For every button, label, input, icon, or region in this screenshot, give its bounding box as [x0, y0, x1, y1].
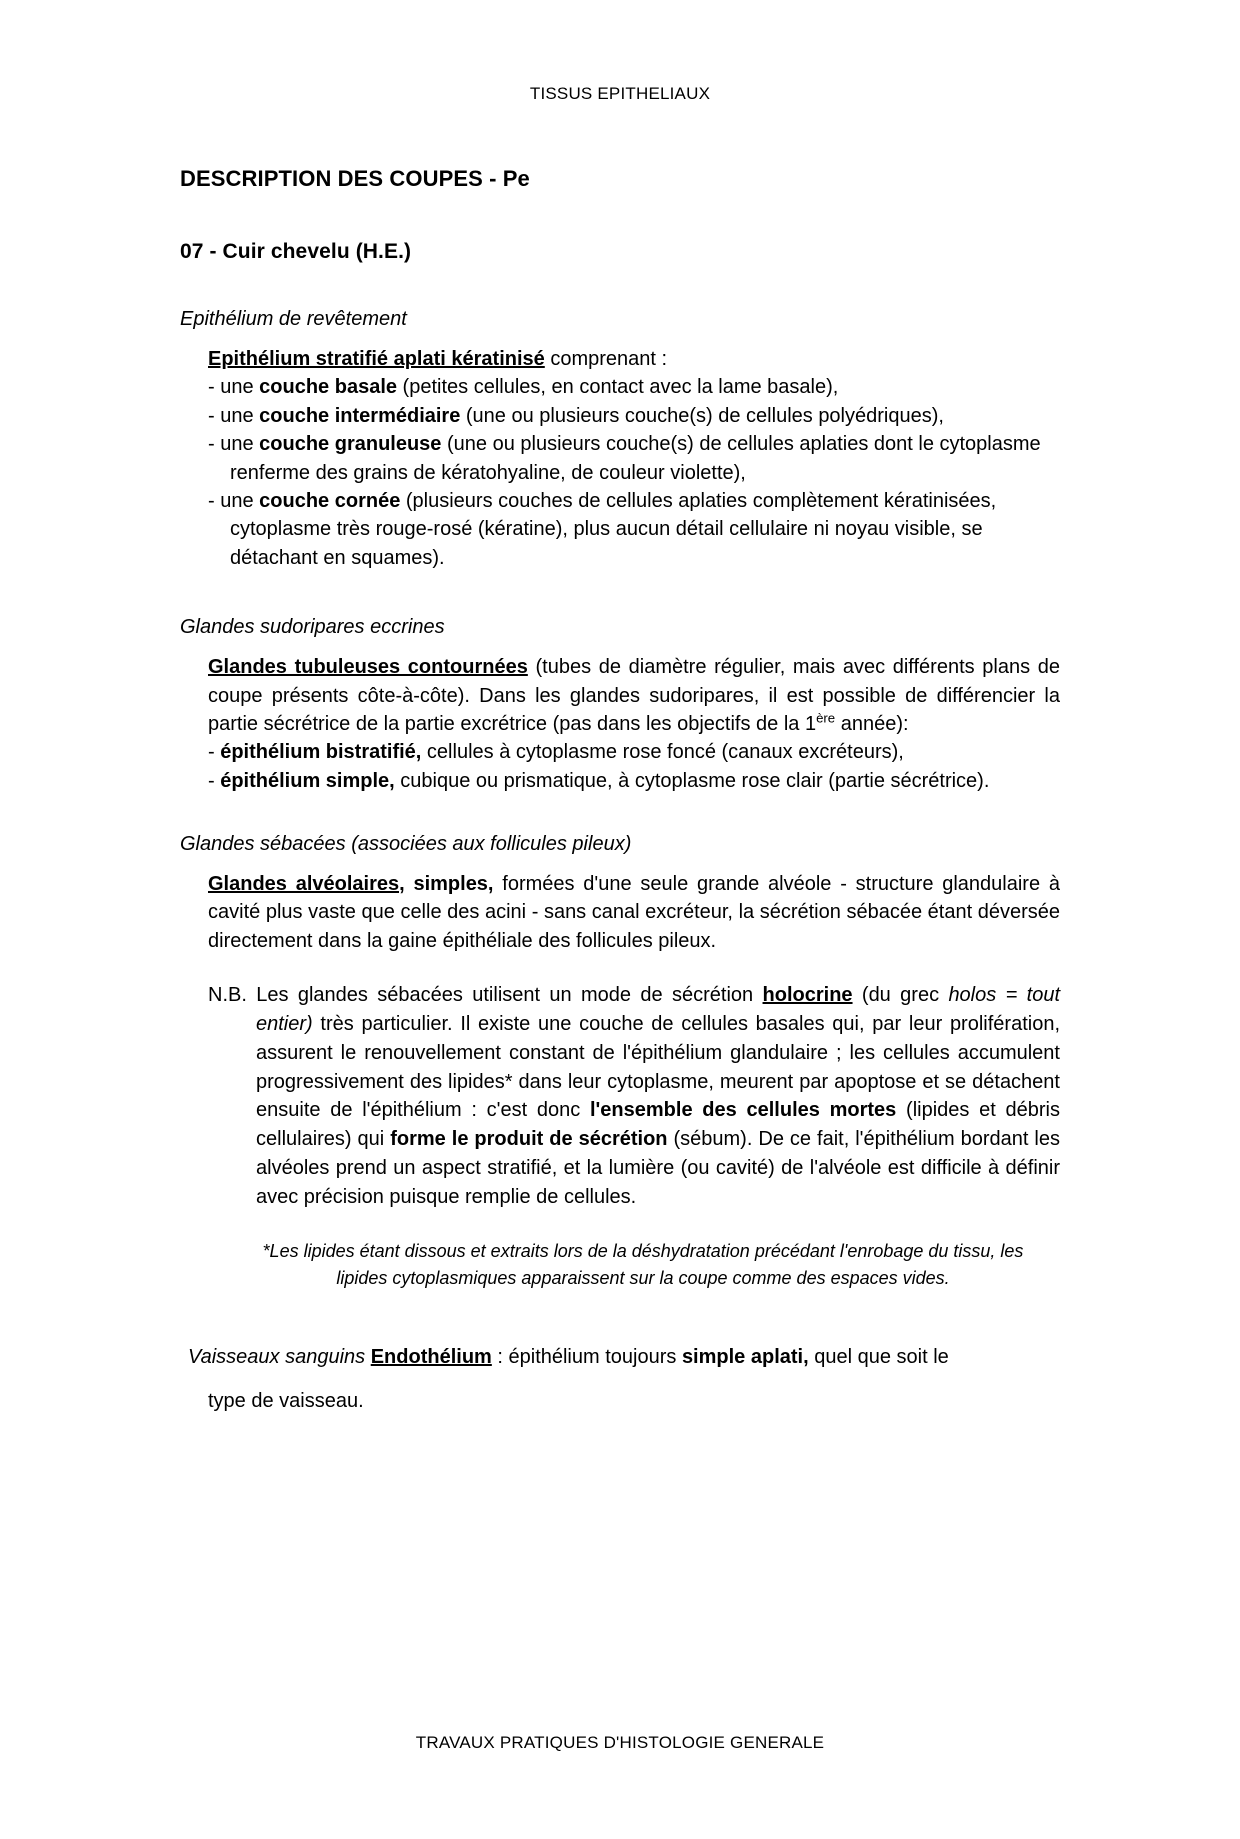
- section-heading: 07 - Cuir chevelu (H.E.): [180, 240, 412, 263]
- sebacees-lead-paragraph: [208, 870, 1060, 955]
- sudoripares-lead-rest-a: (tubes de diamètre régulier, mais avec différents plans de coupe présents côte-à-côte). Dans les glandes sudoripares, il est possible de différencier la partie sécrétrice de la partie excrétrice (pas dans les objectifs de la 1: [208, 656, 1061, 735]
- nb-label: N.B.: [208, 984, 247, 1007]
- list-item-rest: cellules à cytoplasme rose foncé (canaux excréteurs),: [421, 741, 904, 764]
- sebacees-lead-rest: formées d'une seule grande alvéole - structure glandulaire à cavité plus vaste que celle des acini - sans canal excréteur, la sécrétion sébacée étant déversée directement dans la gaine épithéliale des follicules pileux.: [208, 873, 1060, 952]
- list-item: [208, 430, 1060, 487]
- nb-part1: Les glandes sébacées utilisent un mode de sécrétion: [246, 984, 763, 1007]
- list-item-rest: (une ou plusieurs couche(s) de cellules polyédriques),: [460, 404, 944, 427]
- sudoripares-lead-paragraph: [208, 653, 1060, 738]
- glandes-sebacees-body: [208, 870, 1060, 955]
- nb-holocrine-term: holocrine: [762, 984, 853, 1007]
- list-item-bold: couche intermédiaire: [259, 404, 461, 427]
- list-item-prefix: - une: [208, 433, 260, 456]
- document-content: [180, 166, 1060, 1420]
- list-item-bold: couche granuleuse: [259, 433, 442, 456]
- list-item-bold: couche cornée: [259, 489, 401, 512]
- subsection-heading-epithelium-revetement: Epithélium de revêtement: [180, 308, 407, 330]
- nb-bold-2: forme le produit de sécrétion: [390, 1128, 668, 1151]
- list-item-rest: cubique ou prismatique, à cytoplasme rose clair (partie sécrétrice).: [394, 769, 990, 792]
- nb-holos-italic: holos = tout entier): [256, 984, 1061, 1036]
- document-page: [0, 84, 1240, 1839]
- list-item-prefix: -: [208, 741, 221, 764]
- list-item-bold: épithélium bistratifié,: [220, 741, 422, 764]
- page-title: DESCRIPTION DES COUPES - Pe: [180, 166, 530, 191]
- list-item-bold: couche basale: [259, 376, 397, 399]
- list-item: [208, 738, 1060, 766]
- epithelium-lead-line: [208, 345, 1060, 373]
- list-item-prefix: - une: [208, 404, 260, 427]
- list-item: [208, 767, 1060, 795]
- nb-bold-1: l'ensemble des cellules mortes: [589, 1099, 897, 1122]
- nb-part3: très particulier. Il existe une couche de cellules basales qui, par leur prolifération, assurent le renouvellement constant de l'épithélium glandulaire ; les cellules accumulent progressivement des lipides* dans leur cytoplasme, meurent par apoptose et se détachent ensuite de l'épithélium : c'est donc: [256, 1013, 1060, 1122]
- vaisseaux-mid: : épithélium toujours: [491, 1345, 682, 1368]
- sudoripares-lead-underlined: Glandes tubuleuses contournées: [208, 656, 528, 679]
- list-item: [208, 402, 1060, 430]
- list-item-rest: (une ou plusieurs couche(s) de cellules aplaties dont le cytoplasme renferme des grains de kératohyaline, de couleur violette),: [230, 433, 1041, 484]
- sebacees-lead-underlined: Glandes alvéolaires,: [208, 873, 405, 896]
- subsection-heading-glandes-sudoripares: Glandes sudoripares eccrines: [180, 616, 445, 639]
- nb-part5: (sébum). De ce fait, l'épithélium bordant les alvéoles prend un aspect stratifié, et la lumière (ou cavité) de l'alvéole est difficile à définir avec précision puisque remplie de cellules.: [256, 1128, 1060, 1208]
- list-item-prefix: -: [208, 769, 221, 792]
- epithelium-revetement-body: [208, 345, 1060, 572]
- list-item-rest: (petites cellules, en contact avec la lame basale),: [397, 376, 839, 399]
- page-footer: TRAVAUX PRATIQUES D'HISTOLOGIE GENERALE: [415, 1733, 825, 1752]
- epithelium-lead-underlined: Epithélium stratifié aplati kératinisé: [208, 348, 545, 370]
- list-item-prefix: - une: [208, 489, 260, 512]
- list-item-rest: (plusieurs couches de cellules aplaties complètement kératinisées, cytoplasme très rouge-rosé (kératine), plus aucun détail cellulaire ni noyau visible, se détachant en squames).: [230, 489, 997, 569]
- glandes-sudoripares-body: [208, 653, 1060, 795]
- running-head: TISSUS EPITHELIAUX: [529, 84, 711, 103]
- nb-part4: (lipides et débris cellulaires) qui: [256, 1099, 1061, 1151]
- vaisseaux-label: Vaisseaux sanguins: [188, 1345, 371, 1368]
- nota-bene-paragraph: [208, 981, 1060, 1211]
- epithelium-lead-rest: comprenant :: [544, 348, 668, 370]
- list-item-prefix: - une: [208, 376, 260, 399]
- subsection-heading-glandes-sebacees: Glandes sébacées (associées aux follicules pileux): [180, 833, 632, 856]
- endothelium-term: Endothélium: [370, 1345, 492, 1368]
- vaisseaux-rest: quel que soit le: [808, 1345, 949, 1368]
- sebacees-lead-bold: simples,: [404, 873, 494, 896]
- sudoripares-lead-rest-b: année):: [835, 712, 909, 735]
- footnote-lipides: *Les lipides étant dissous et extraits lors de la déshydratation précédant l'enrobage du tissu, les lipides cytoplasmiques apparaissent sur la coupe comme des espaces vides.: [262, 1240, 1024, 1288]
- vaisseaux-sanguins-paragraph: [188, 1338, 1060, 1420]
- list-item-bold: épithélium simple,: [220, 769, 395, 792]
- vaisseaux-bold: simple aplati,: [681, 1345, 809, 1368]
- nb-part2: (du grec: [852, 984, 949, 1007]
- list-item: [208, 487, 1060, 572]
- list-item: [208, 373, 1060, 401]
- vaisseaux-second-line: type de vaisseau.: [208, 1389, 364, 1412]
- ordinal-exponent: ère: [816, 710, 836, 726]
